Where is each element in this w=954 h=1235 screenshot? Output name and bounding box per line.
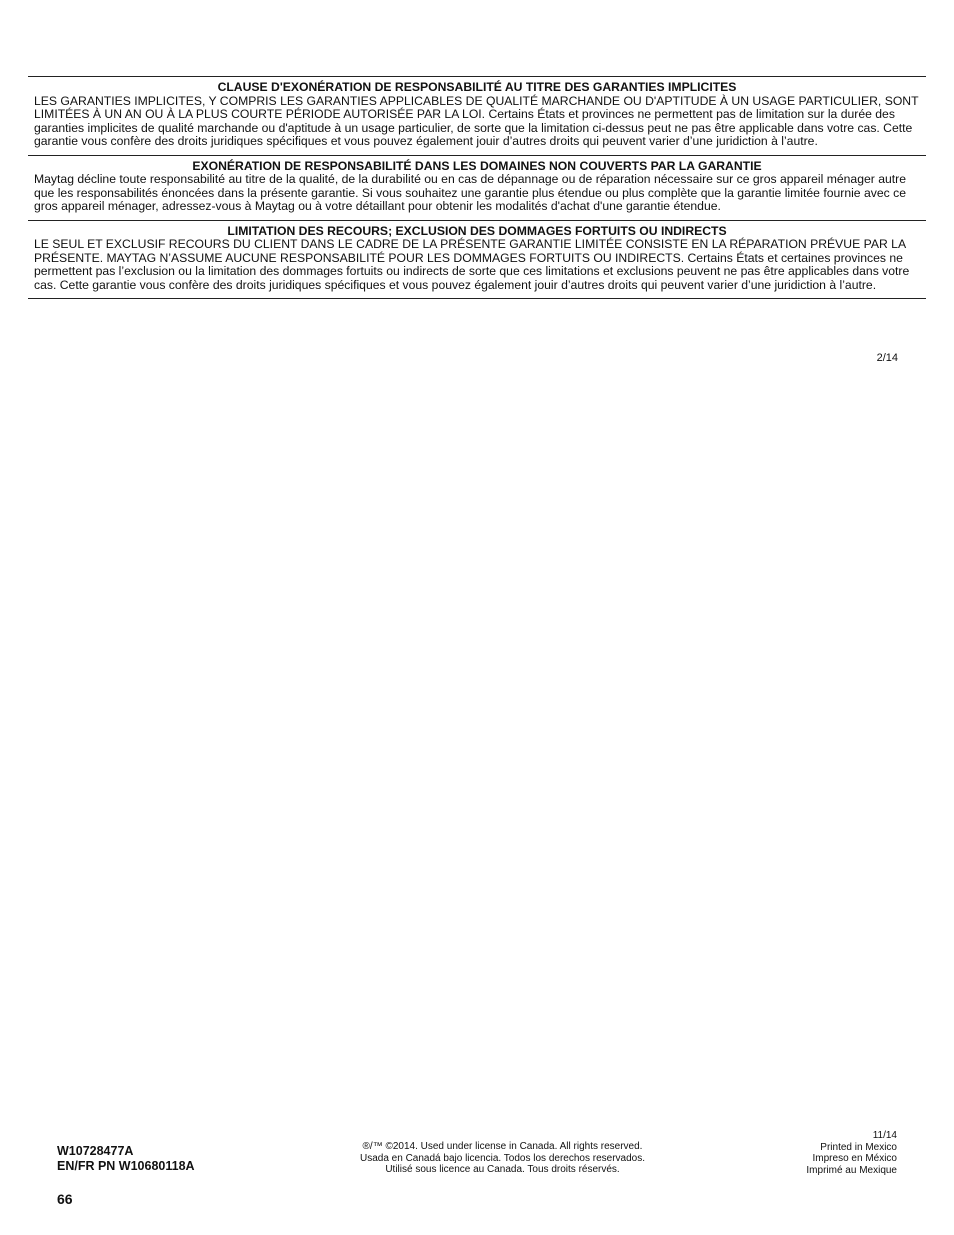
part-numbers xyxy=(57,1144,195,1174)
section-body: Maytag décline toute responsabilité au titre de la qualité, de la durabilité ou en cas de dépannage ou de réparation nécessaire sur ce gros appareil ménager autre que les responsabilités énoncées dans la présente garantie. Si vous souhaitez une garantie plus étendue ou plus complète que la garantie limitée fournie avec ce gros appareil ménager, adressez-vous à Maytag ou à votre détaillant pour obtenir les modalités d'achat d'une garantie étendue. xyxy=(34,172,906,213)
legal-line: Utilisé sous licence au Canada. Tous droits réservés. xyxy=(385,1164,620,1175)
print-info xyxy=(806,1130,897,1176)
alt-part-number: EN/FR PN W10680118A xyxy=(57,1159,195,1173)
page-number: 66 xyxy=(57,1191,73,1207)
warranty-disclaimer-block xyxy=(28,76,926,299)
edition-date: 2/14 xyxy=(876,352,898,364)
section-heading: LIMITATION DES RECOURS; EXCLUSION DES DOMMAGES FORTUITS OU INDIRECTS xyxy=(227,223,727,238)
print-date: 11/14 xyxy=(872,1130,897,1141)
print-line: Imprimé au Mexique xyxy=(806,1164,897,1176)
section-body: LES GARANTIES IMPLICITES, Y COMPRIS LES GARANTIES APPLICABLES DE QUALITÉ MARCHANDE OU D'APTITUDE À UN USAGE PARTICULIER, SONT LIMITÉES À UN AN OU À LA PLUS COURTE PÉRIODE AUTORISÉE PAR LA LOI. Certains États et provinces ne permettent pas de limitation sur la durée des garanties implicites de qualité marchande ou d'aptitude à un usage particulier, de sorte que la limitation ci-dessus peut ne pas être applicable dans votre cas. Cette garantie vous confère des droits juridiques spécifiques et vous pouvez également jouir d’autres droits qui peuvent varier d’une juridiction à l’autre. xyxy=(34,93,919,148)
implied-warranties-section xyxy=(28,77,926,156)
part-number: W10728477A xyxy=(57,1144,134,1158)
legal-line: ®/™ ©2014. Used under license in Canada. All rights reserved. xyxy=(362,1141,643,1152)
legal-line: Usada en Canadá bajo licencia. Todos los derechos reservados. xyxy=(360,1152,645,1164)
legal-notice xyxy=(330,1141,675,1176)
section-body: LE SEUL ET EXCLUSIF RECOURS DU CLIENT DANS LE CADRE DE LA PRÉSENTE GARANTIE LIMITÉE CONSISTE EN LA RÉPARATION PRÉVUE PAR LA PRÉSENTE. MAYTAG N’ASSUME AUCUNE RESPONSABILITÉ POUR LES DOMMAGES FORTUITS OU INDIRECTS. Certains États et certaines provinces ne permettent pas l’exclusion ou la limitation des dommages fortuits ou indirects de sorte que ces limitations et exclusions peuvent ne pas être applicables dans votre cas. Cette garantie vous confère des droits juridiques spécifiques et vous pouvez également jouir d’autres droits qui peuvent varier d’une juridiction à l’autre. xyxy=(34,237,910,292)
limitation-of-remedies-section xyxy=(28,221,926,299)
print-line: Printed in Mexico xyxy=(820,1141,897,1153)
section-heading: EXONÉRATION DE RESPONSABILITÉ DANS LES DOMAINES NON COUVERTS PAR LA GARANTIE xyxy=(192,158,762,173)
uncovered-areas-section xyxy=(28,156,926,221)
print-line: Impreso en México xyxy=(812,1153,897,1164)
section-heading: CLAUSE D'EXONÉRATION DE RESPONSABILITÉ AU TITRE DES GARANTIES IMPLICITES xyxy=(217,80,737,94)
